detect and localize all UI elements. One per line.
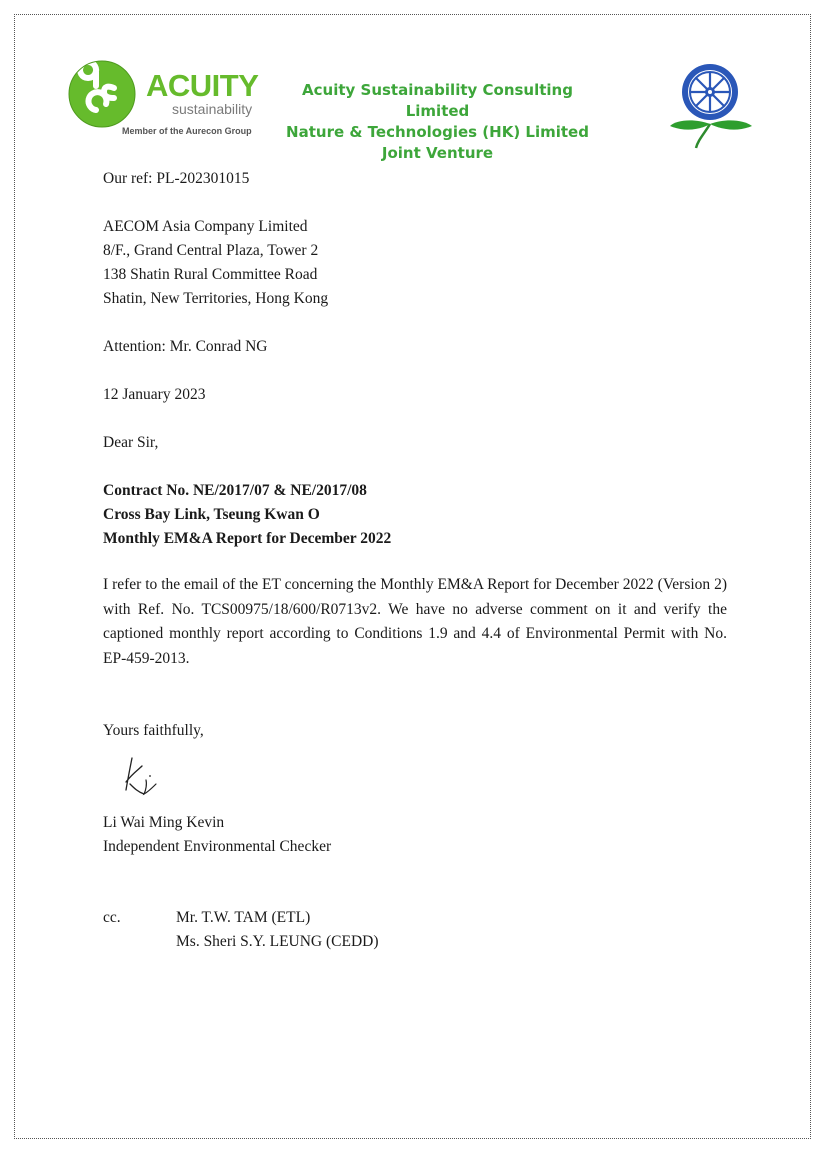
cc-recipient-1: Mr. T.W. TAM (ETL) <box>176 909 311 926</box>
closing: Yours faithfully, <box>103 722 204 739</box>
signature-icon <box>120 754 164 800</box>
subject-line-1: Contract No. NE/2017/07 & NE/2017/08 <box>103 482 367 499</box>
nt-logo <box>664 62 756 150</box>
jv-heading <box>275 80 600 164</box>
address-line-1: AECOM Asia Company Limited <box>103 218 308 235</box>
jv-line-1: Acuity Sustainability Consulting Limited <box>302 81 573 120</box>
acuity-subtitle: sustainability <box>172 101 253 117</box>
acuity-logo <box>68 58 268 142</box>
asc-mark-icon <box>68 58 148 130</box>
our-ref: Our ref: PL-202301015 <box>103 170 250 187</box>
wheel-flower-icon <box>664 62 756 150</box>
acuity-wordmark: ACUITY <box>146 68 259 103</box>
address-line-4: Shatin, New Territories, Hong Kong <box>103 290 329 307</box>
signer-name: Li Wai Ming Kevin <box>103 814 225 831</box>
jv-line-2: Nature & Technologies (HK) Limited <box>286 123 589 141</box>
jv-line-3: Joint Venture <box>381 144 494 162</box>
subject-line-2: Cross Bay Link, Tseung Kwan O <box>103 506 320 523</box>
subject-line-3: Monthly EM&A Report for December 2022 <box>103 530 392 547</box>
signer-title: Independent Environmental Checker <box>103 838 332 855</box>
body-paragraph: I refer to the email of the ET concerning the Monthly EM&A Report for December 2022 (Version 2) with Ref. No. TCS00975/18/600/R0713v2. We have no adverse comment on it and verify the captioned monthly report according to Conditions 1.9 and 4.4 of Environmental Permit with No. EP-459-2013. <box>103 576 727 667</box>
cc-recipient-2: Ms. Sheri S.Y. LEUNG (CEDD) <box>176 933 379 950</box>
cc-label: cc. <box>103 909 121 926</box>
acuity-member-note: Member of the Aurecon Group <box>122 126 252 136</box>
letter-date: 12 January 2023 <box>103 386 206 403</box>
address-line-2: 8/F., Grand Central Plaza, Tower 2 <box>103 242 319 259</box>
address-line-3: 138 Shatin Rural Committee Road <box>103 266 318 283</box>
attention-line: Attention: Mr. Conrad NG <box>103 338 268 355</box>
salutation: Dear Sir, <box>103 434 159 451</box>
